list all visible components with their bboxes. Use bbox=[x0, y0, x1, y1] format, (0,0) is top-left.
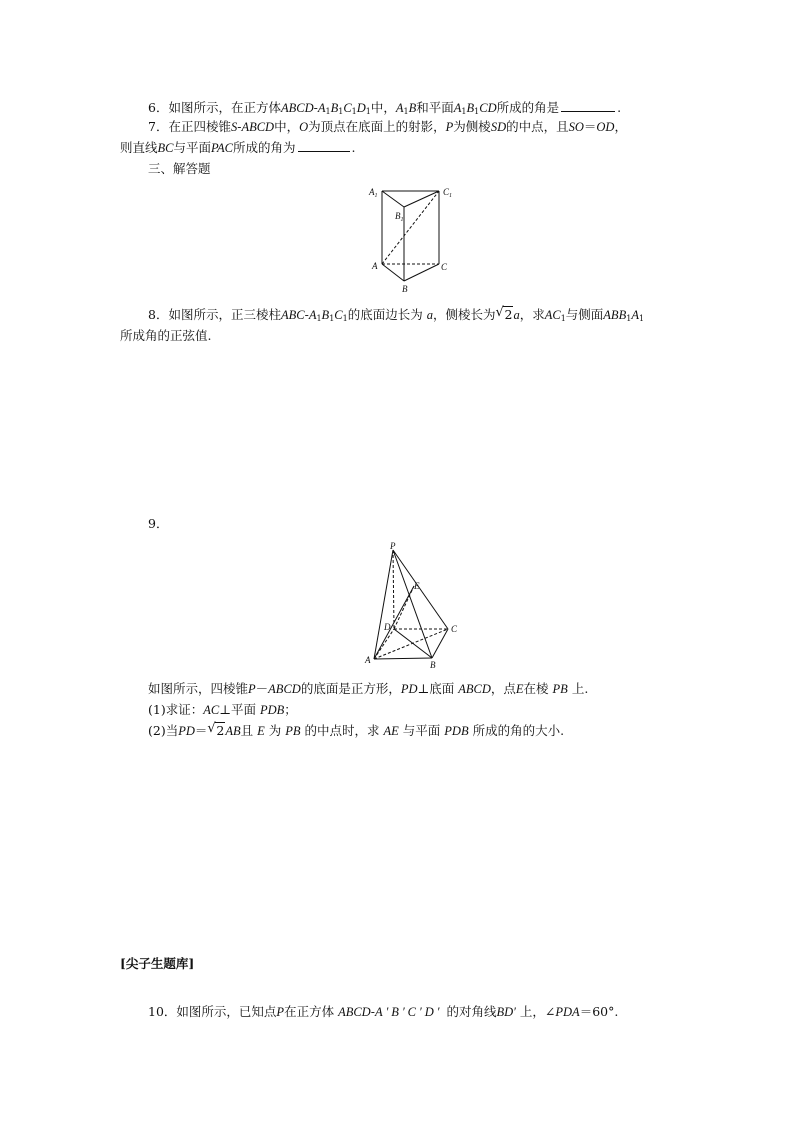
question-8-line-2: 所成角的正弦值. bbox=[120, 328, 212, 343]
radicand: 2 bbox=[504, 307, 513, 322]
question-number: 10． bbox=[148, 1004, 177, 1019]
text: 如图所示，在正方体 bbox=[168, 100, 281, 115]
text: 为顶点在底面上的射影， bbox=[308, 119, 446, 134]
text: ，求 bbox=[519, 307, 545, 322]
math: A bbox=[317, 101, 326, 115]
math: AC bbox=[544, 308, 561, 322]
math: B bbox=[330, 101, 339, 115]
math: ABCD bbox=[338, 1005, 371, 1019]
pyramid-figure bbox=[362, 540, 466, 670]
text: ，侧棱长为 bbox=[432, 307, 496, 322]
subscript: 1 bbox=[461, 107, 467, 116]
sqrt bbox=[495, 306, 513, 324]
text: (1)求证： bbox=[148, 702, 204, 717]
text: 如图所示，正三棱柱 bbox=[168, 307, 281, 322]
math: PDA bbox=[555, 1005, 580, 1019]
math: PD bbox=[178, 724, 195, 738]
text: 所成的角为 bbox=[233, 140, 296, 155]
math: A bbox=[631, 308, 639, 322]
answer-blank bbox=[298, 139, 350, 152]
text: ，点 bbox=[490, 681, 516, 696]
text: ＝ bbox=[194, 723, 208, 738]
question-number: 6． bbox=[148, 100, 169, 115]
math: AC bbox=[203, 703, 220, 717]
text: 在正方体 bbox=[284, 1004, 335, 1019]
question-9-number: 9． bbox=[148, 516, 169, 531]
sqrt bbox=[207, 722, 225, 740]
prism-figure bbox=[366, 183, 460, 295]
subscript: 1 bbox=[365, 107, 371, 116]
text: 如图所示，已知点 bbox=[176, 1004, 277, 1019]
text: 的中点时，求 bbox=[304, 723, 380, 738]
label-a1: $A_1$ bbox=[369, 187, 378, 199]
text: 如图所示，四棱锥 bbox=[148, 681, 249, 696]
subscript: 1 bbox=[560, 314, 566, 323]
label-p: P bbox=[390, 541, 396, 551]
subscript: 1 bbox=[325, 107, 331, 116]
radicand: 2 bbox=[216, 723, 225, 738]
question-9-part-2 bbox=[148, 722, 564, 740]
section-bank-heading: [尖子生题库] bbox=[120, 956, 195, 971]
text: 中， bbox=[370, 100, 396, 115]
question-10 bbox=[148, 1003, 618, 1021]
subscript: 1 bbox=[351, 107, 357, 116]
math: C bbox=[343, 101, 352, 115]
text: ， bbox=[614, 119, 627, 134]
math: C bbox=[334, 308, 343, 322]
math: ABCD bbox=[241, 120, 275, 134]
math: P bbox=[248, 682, 256, 696]
text: 则直线 bbox=[120, 140, 158, 155]
subscript: 1 bbox=[329, 314, 335, 323]
math: PDB bbox=[444, 724, 469, 738]
math: D bbox=[356, 101, 366, 115]
math: CD bbox=[479, 101, 497, 115]
text: 上，∠ bbox=[519, 1004, 556, 1019]
label-e: E bbox=[414, 581, 420, 591]
text: 所成的角的大小. bbox=[472, 723, 565, 738]
math: B bbox=[321, 308, 330, 322]
text: 在正四棱锥 bbox=[168, 119, 231, 134]
math: AE bbox=[383, 724, 399, 738]
text: . bbox=[617, 100, 622, 115]
text: ； bbox=[284, 702, 297, 717]
text: - bbox=[370, 1004, 375, 1019]
question-7-line-2 bbox=[120, 139, 356, 157]
text: . bbox=[351, 140, 356, 155]
text: ⊥底面 bbox=[417, 681, 455, 696]
subscript: 1 bbox=[342, 314, 348, 323]
subscript: 1 bbox=[474, 107, 480, 116]
math: S bbox=[230, 120, 238, 134]
math: E bbox=[257, 724, 265, 738]
label-c: C bbox=[451, 624, 458, 634]
label-d: D bbox=[384, 622, 391, 632]
label-b: B bbox=[430, 660, 436, 670]
math: A′B′C′D′ bbox=[374, 1005, 443, 1019]
section-heading: 三、解答题 bbox=[148, 161, 211, 176]
math: a bbox=[426, 308, 433, 322]
math: PD bbox=[400, 682, 418, 696]
math: A bbox=[395, 101, 404, 115]
math: BD′ bbox=[496, 1005, 516, 1019]
text: 所成的角是 bbox=[496, 100, 560, 115]
math: AB bbox=[225, 724, 241, 738]
text: 与平面 bbox=[173, 140, 212, 155]
text: 的底面是正方形， bbox=[300, 681, 401, 696]
text: 为侧棱 bbox=[453, 119, 491, 134]
math: ABCD bbox=[458, 682, 491, 696]
question-number: 8． bbox=[148, 307, 169, 322]
math: PB bbox=[552, 682, 568, 696]
math: a bbox=[513, 308, 520, 322]
text: 的中点，且 bbox=[506, 119, 569, 134]
text: 的底面边长为 bbox=[347, 307, 423, 322]
math: PAC bbox=[211, 141, 234, 155]
subscript: 1 bbox=[316, 314, 322, 323]
math: OD bbox=[596, 120, 615, 134]
subscript: 1 bbox=[626, 314, 632, 323]
text: 在棱 bbox=[523, 681, 549, 696]
math: BC bbox=[157, 141, 174, 155]
subscript: 1 bbox=[403, 107, 409, 116]
math: SD bbox=[490, 120, 507, 134]
subscript: 1 bbox=[638, 314, 645, 323]
label-c1: $C_1$ bbox=[443, 187, 453, 199]
answer-blank bbox=[561, 99, 615, 112]
math: ABC bbox=[280, 308, 305, 322]
text: 和平面 bbox=[416, 100, 454, 115]
text: 上. bbox=[571, 681, 589, 696]
question-9-part-1 bbox=[148, 701, 297, 719]
text: 中， bbox=[274, 119, 300, 134]
text: - bbox=[313, 100, 318, 115]
question-8: 8．如图所示，正三棱柱ABC-$A_1B_1C_1$的底面边长为 a，侧棱长为√ 2a，求$AC_1$与侧面$ABB_1A_1$ bbox=[148, 306, 644, 328]
label-c: C bbox=[441, 262, 448, 272]
text: ＝ bbox=[583, 119, 597, 134]
math: O bbox=[299, 120, 309, 134]
math: B bbox=[466, 101, 475, 115]
math: ABB bbox=[603, 308, 627, 322]
question-7: 7．在正四棱锥S-ABCD中，O为顶点在底面上的射影，P为侧棱SD的中点，且SO＝OD， bbox=[148, 119, 627, 134]
text: (2)当 bbox=[148, 723, 179, 738]
math: A bbox=[453, 101, 462, 115]
text: 的对角线 bbox=[446, 1004, 497, 1019]
math: E bbox=[515, 682, 524, 696]
text: 与侧面 bbox=[565, 307, 604, 322]
math: B bbox=[408, 101, 417, 115]
label-b1: $B_1$ bbox=[395, 211, 404, 223]
text: 且 bbox=[240, 723, 254, 738]
math: PB bbox=[285, 724, 301, 738]
math: P bbox=[445, 120, 454, 134]
text: － bbox=[255, 681, 269, 696]
subscript: 1 bbox=[338, 107, 344, 116]
question-9-line-1 bbox=[148, 680, 588, 698]
math: PDB bbox=[259, 703, 285, 717]
math: P bbox=[276, 1005, 285, 1019]
math: ABCD bbox=[280, 101, 314, 115]
label-b: B bbox=[402, 284, 408, 294]
math: SO bbox=[568, 120, 584, 134]
text: 为 bbox=[268, 723, 282, 738]
question-number: 7． bbox=[148, 119, 169, 134]
text: 与平面 bbox=[402, 723, 441, 738]
label-a: A bbox=[372, 261, 378, 271]
math: A bbox=[308, 308, 317, 322]
math: ABCD bbox=[268, 682, 301, 696]
label-a: A bbox=[365, 655, 371, 665]
text: ⊥平面 bbox=[219, 702, 256, 717]
text: ＝60°. bbox=[579, 1004, 619, 1019]
